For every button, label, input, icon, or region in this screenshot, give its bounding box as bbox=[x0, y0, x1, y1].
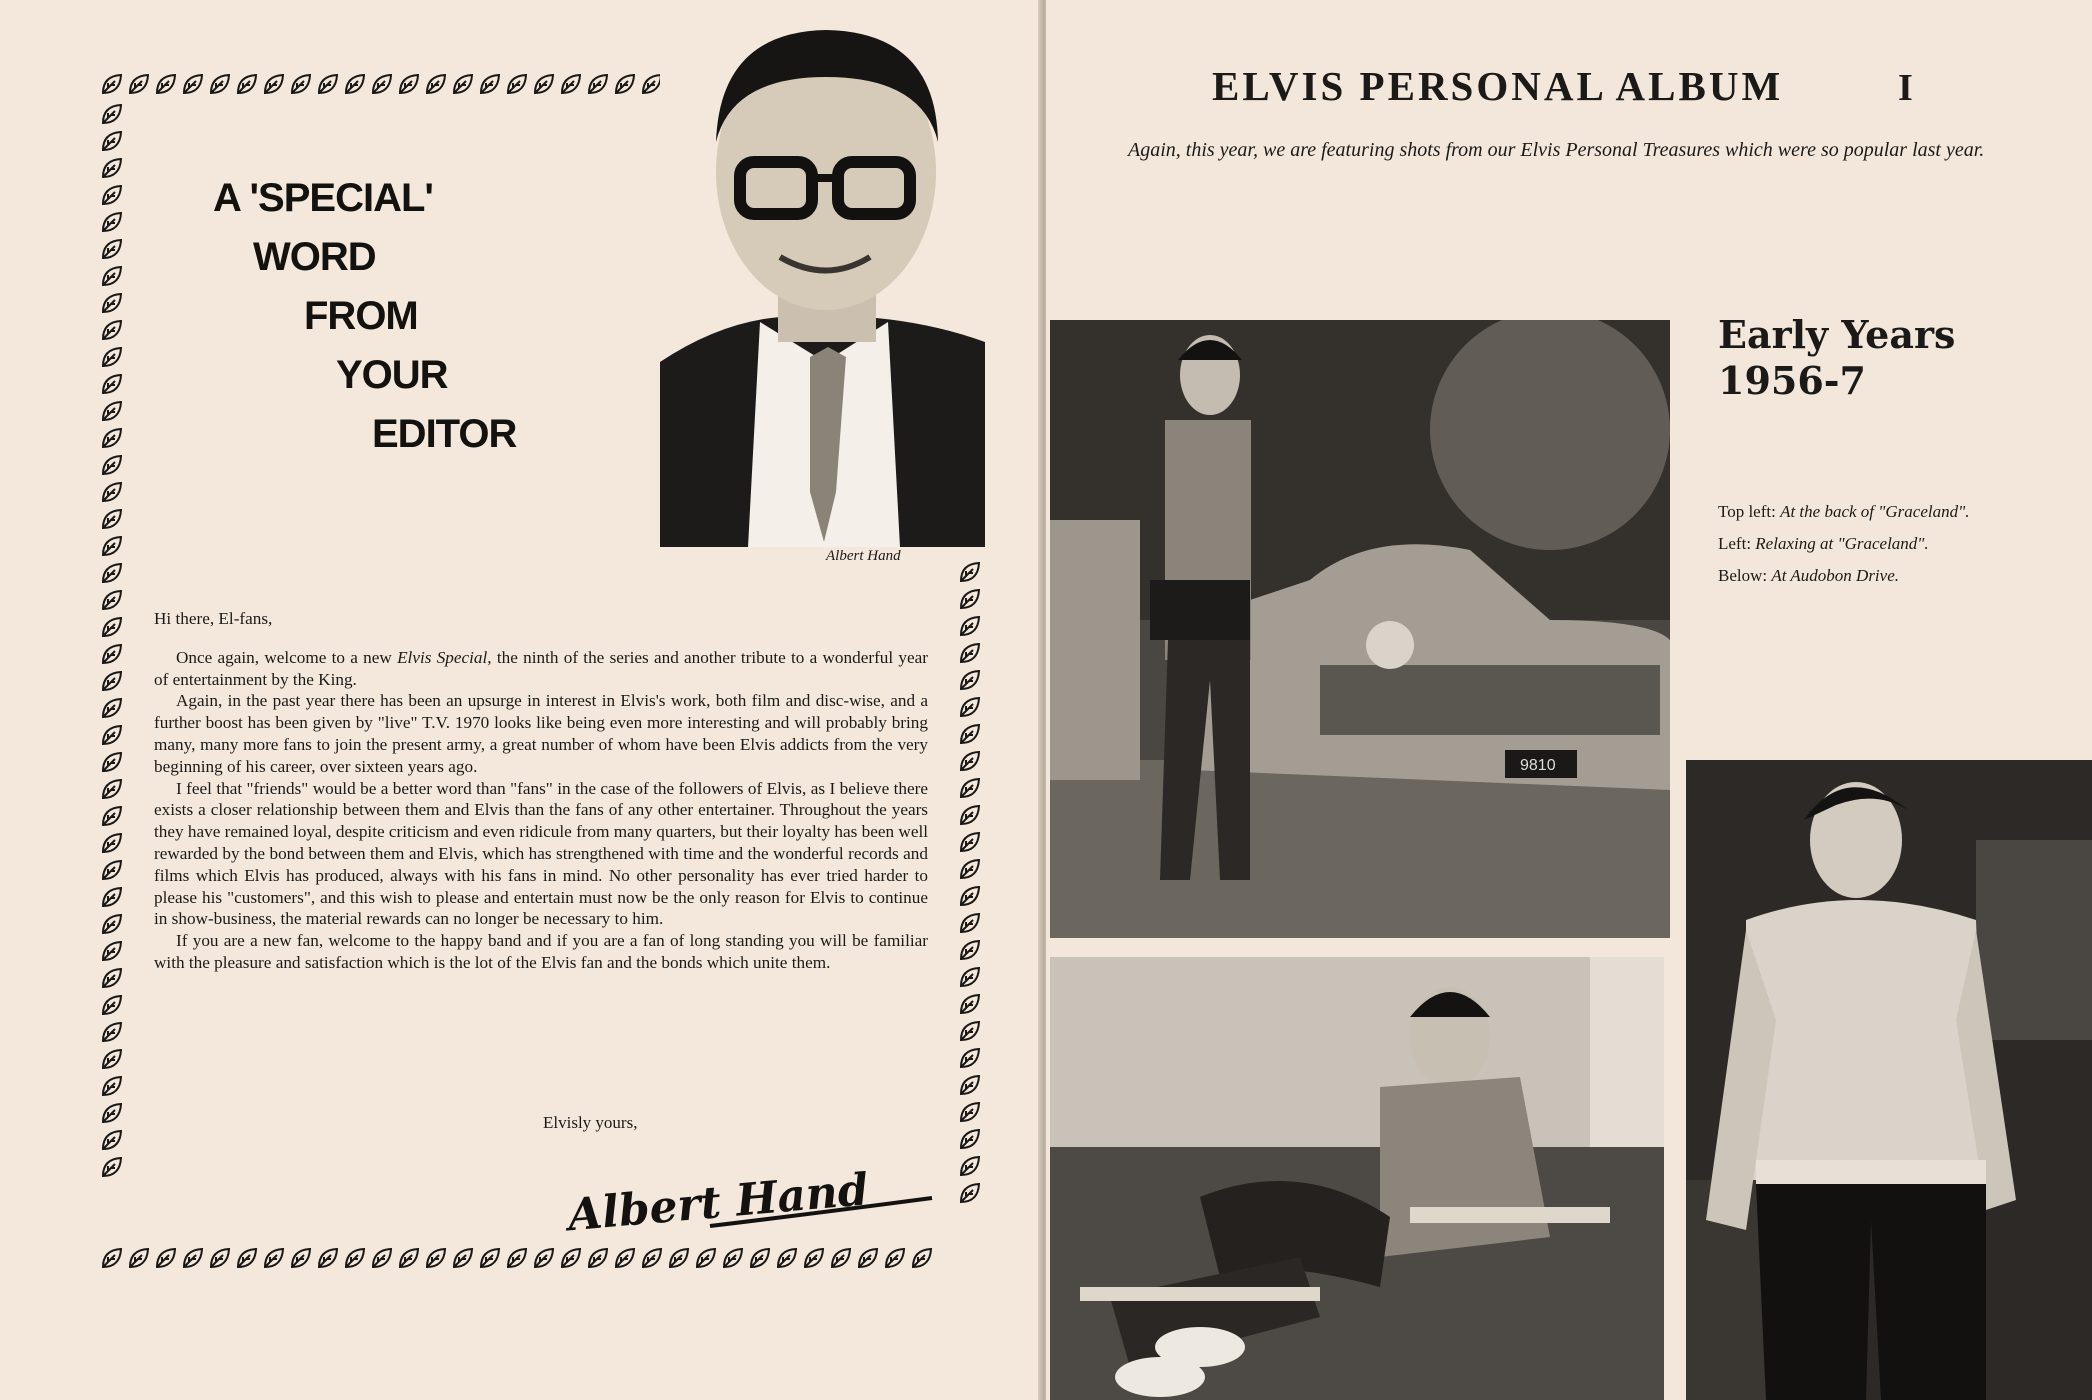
leaf-ornament-icon bbox=[100, 939, 124, 963]
leaf-ornament-icon bbox=[532, 1246, 556, 1270]
leaf-ornament-icon bbox=[100, 1155, 124, 1179]
leaf-ornament-icon bbox=[397, 1246, 421, 1270]
leaf-ornament-icon bbox=[613, 1246, 637, 1270]
leaf-ornament-icon bbox=[958, 1127, 982, 1151]
leaf-ornament-icon bbox=[505, 72, 529, 96]
photo-audobon-drive bbox=[1686, 760, 2092, 1400]
leaf-ornament-icon bbox=[262, 72, 286, 96]
letter-paragraph-3: I feel that "friends" would be a better word than "fans" in the case of the followers of Elvis, as I believe there exists a closer relationship between them and Elvis than the fans of any other entertainer. Throughout the years they have remained loyal, despite criticism and even ridicule from many quarters, but their loyalty has been well rewarded by the bond between them and Elvis, which has strengthened with time and the wonderful records and films which Elvis has produced, always with his fans in mind. No other personality has ever tried harder to please his "customers", and this wish to please and entertain must now be the only reason for Elvis to continue in show-business, the material rewards can no longer be necessary to him. bbox=[154, 778, 928, 929]
leaf-ornament-icon bbox=[958, 911, 982, 935]
leaf-ornament-icon bbox=[910, 1246, 934, 1270]
leaf-ornament-icon bbox=[100, 426, 124, 450]
leaf-ornament-icon bbox=[958, 992, 982, 1016]
leaf-ornament-icon bbox=[100, 318, 124, 342]
leaf-border-left bbox=[100, 102, 126, 1246]
leaf-ornament-icon bbox=[958, 1073, 982, 1097]
leaf-ornament-icon bbox=[958, 857, 982, 881]
leaf-ornament-icon bbox=[958, 1046, 982, 1070]
leaf-ornament-icon bbox=[100, 858, 124, 882]
letter-paragraph-2: Again, in the past year there has been an upsurge in interest in Elvis's work, both film and disc-wise, and a further boost has been given by "live" T.V. 1970 looks like being even more interesting and will probably bring many, many more fans to join the present army, a great number of whom have been Elvis addicts from the very beginning of his career, over sixteen years ago. bbox=[154, 691, 928, 776]
leaf-ornament-icon bbox=[100, 156, 124, 180]
album-title: ELVIS PERSONAL ALBUM bbox=[1212, 63, 1784, 109]
leaf-ornament-icon bbox=[370, 1246, 394, 1270]
leaf-ornament-icon bbox=[100, 642, 124, 666]
leaf-ornament-icon bbox=[958, 614, 982, 638]
leaf-ornament-icon bbox=[958, 722, 982, 746]
leaf-ornament-icon bbox=[100, 561, 124, 585]
photo-caption: Albert Hand bbox=[826, 548, 901, 564]
caption-top-left: Top left: At the back of "Graceland". bbox=[1718, 502, 1970, 521]
leaf-ornament-icon bbox=[100, 507, 124, 531]
leaf-ornament-icon bbox=[100, 102, 124, 126]
leaf-ornament-icon bbox=[100, 453, 124, 477]
section-title-line-2: 1956-7 bbox=[1718, 358, 1866, 403]
leaf-ornament-icon bbox=[127, 1246, 151, 1270]
leaf-ornament-icon bbox=[694, 1246, 718, 1270]
leaf-ornament-icon bbox=[100, 1020, 124, 1044]
leaf-ornament-icon bbox=[100, 696, 124, 720]
leaf-ornament-icon bbox=[958, 884, 982, 908]
leaf-ornament-icon bbox=[100, 72, 124, 96]
letter-signoff: Elvisly yours, bbox=[543, 1113, 638, 1132]
leaf-ornament-icon bbox=[208, 72, 232, 96]
leaf-ornament-icon bbox=[667, 1246, 691, 1270]
leaf-ornament-icon bbox=[100, 534, 124, 558]
leaf-ornament-icon bbox=[100, 210, 124, 234]
section-title-line-1: Early Years bbox=[1718, 312, 1956, 357]
leaf-ornament-icon bbox=[343, 1246, 367, 1270]
leaf-ornament-icon bbox=[559, 72, 583, 96]
leaf-ornament-icon bbox=[316, 1246, 340, 1270]
leaf-ornament-icon bbox=[958, 1154, 982, 1178]
leaf-ornament-icon bbox=[532, 72, 556, 96]
leaf-ornament-icon bbox=[721, 1246, 745, 1270]
leaf-ornament-icon bbox=[100, 966, 124, 990]
leaf-ornament-icon bbox=[100, 1101, 124, 1125]
leaf-ornament-icon bbox=[100, 399, 124, 423]
leaf-ornament-icon bbox=[883, 1246, 907, 1270]
leaf-ornament-icon bbox=[505, 1246, 529, 1270]
leaf-ornament-icon bbox=[100, 885, 124, 909]
editor-portrait-photo bbox=[660, 22, 985, 547]
svg-text:Albert Hand: Albert Hand bbox=[565, 1164, 871, 1238]
photo-captions bbox=[1718, 496, 1970, 592]
leaf-ornament-icon bbox=[100, 831, 124, 855]
letter-paragraph-1: Once again, welcome to a new Elvis Special, the ninth of the series and another tribute to a wonderful year of entertainment by the King. bbox=[154, 647, 928, 689]
leaf-ornament-icon bbox=[181, 72, 205, 96]
leaf-ornament-icon bbox=[958, 560, 982, 584]
leaf-ornament-icon bbox=[958, 668, 982, 692]
leaf-ornament-icon bbox=[958, 830, 982, 854]
leaf-ornament-icon bbox=[958, 695, 982, 719]
handwritten-signature bbox=[560, 1148, 940, 1238]
leaf-ornament-icon bbox=[154, 72, 178, 96]
leaf-ornament-icon bbox=[640, 1246, 664, 1270]
leaf-ornament-icon bbox=[100, 1246, 124, 1270]
leaf-ornament-icon bbox=[100, 183, 124, 207]
leaf-ornament-icon bbox=[856, 1246, 880, 1270]
leaf-ornament-icon bbox=[100, 588, 124, 612]
leaf-ornament-icon bbox=[586, 1246, 610, 1270]
leaf-ornament-icon bbox=[316, 72, 340, 96]
leaf-ornament-icon bbox=[100, 345, 124, 369]
leaf-ornament-icon bbox=[154, 1246, 178, 1270]
leaf-ornament-icon bbox=[289, 1246, 313, 1270]
leaf-ornament-icon bbox=[208, 1246, 232, 1270]
left-page bbox=[0, 0, 1042, 1400]
leaf-ornament-icon bbox=[100, 237, 124, 261]
leaf-ornament-icon bbox=[451, 72, 475, 96]
leaf-ornament-icon bbox=[100, 264, 124, 288]
leaf-ornament-icon bbox=[424, 1246, 448, 1270]
leaf-ornament-icon bbox=[235, 72, 259, 96]
leaf-ornament-icon bbox=[235, 1246, 259, 1270]
caption-left: Left: Relaxing at "Graceland". bbox=[1718, 534, 1929, 553]
headline-line-2: WORD bbox=[253, 235, 376, 279]
leaf-ornament-icon bbox=[262, 1246, 286, 1270]
leaf-ornament-icon bbox=[181, 1246, 205, 1270]
leaf-ornament-icon bbox=[586, 72, 610, 96]
leaf-ornament-icon bbox=[100, 615, 124, 639]
letter-greeting: Hi there, El-fans, bbox=[154, 609, 273, 628]
leaf-ornament-icon bbox=[958, 749, 982, 773]
headline-line-1: A 'SPECIAL' bbox=[213, 176, 433, 220]
photo-graceland-car bbox=[1050, 320, 1670, 938]
leaf-ornament-icon bbox=[559, 1246, 583, 1270]
leaf-border-bottom bbox=[100, 1246, 984, 1272]
leaf-ornament-icon bbox=[775, 1246, 799, 1270]
leaf-ornament-icon bbox=[958, 776, 982, 800]
leaf-ornament-icon bbox=[100, 777, 124, 801]
leaf-ornament-icon bbox=[958, 965, 982, 989]
leaf-ornament-icon bbox=[958, 938, 982, 962]
headline-line-4: YOUR bbox=[336, 353, 448, 397]
leaf-ornament-icon bbox=[397, 72, 421, 96]
leaf-ornament-icon bbox=[451, 1246, 475, 1270]
leaf-ornament-icon bbox=[424, 72, 448, 96]
editor-letter bbox=[154, 608, 928, 974]
leaf-ornament-icon bbox=[127, 72, 151, 96]
leaf-ornament-icon bbox=[100, 480, 124, 504]
section-title bbox=[1718, 312, 1955, 404]
leaf-ornament-icon bbox=[100, 129, 124, 153]
leaf-ornament-icon bbox=[478, 1246, 502, 1270]
leaf-border-right bbox=[958, 560, 984, 1246]
leaf-ornament-icon bbox=[802, 1246, 826, 1270]
leaf-ornament-icon bbox=[958, 587, 982, 611]
leaf-ornament-icon bbox=[100, 291, 124, 315]
leaf-ornament-icon bbox=[100, 993, 124, 1017]
leaf-ornament-icon bbox=[100, 1074, 124, 1098]
leaf-ornament-icon bbox=[100, 723, 124, 747]
letter-paragraph-4: If you are a new fan, welcome to the happy band and if you are a fan of long standing you will be familiar with the pleasure and satisfaction which is the lot of the Elvis fan and the bonds which unite them. bbox=[154, 931, 928, 972]
leaf-ornament-icon bbox=[100, 750, 124, 774]
leaf-ornament-icon bbox=[613, 72, 637, 96]
leaf-ornament-icon bbox=[829, 1246, 853, 1270]
leaf-ornament-icon bbox=[100, 804, 124, 828]
leaf-ornament-icon bbox=[958, 803, 982, 827]
leaf-ornament-icon bbox=[100, 1128, 124, 1152]
caption-below: Below: At Audobon Drive. bbox=[1718, 566, 1900, 585]
album-intro: Again, this year, we are featuring shots from our Elvis Personal Treasures which were so popular last year. bbox=[1128, 139, 1985, 161]
album-number: I bbox=[1898, 67, 1913, 109]
headline-line-5: EDITOR bbox=[372, 412, 517, 456]
photo-relaxing-chair bbox=[1050, 957, 1664, 1400]
leaf-ornament-icon bbox=[958, 1181, 982, 1205]
leaf-ornament-icon bbox=[370, 72, 394, 96]
leaf-ornament-icon bbox=[100, 372, 124, 396]
leaf-ornament-icon bbox=[958, 1100, 982, 1124]
leaf-ornament-icon bbox=[289, 72, 313, 96]
leaf-ornament-icon bbox=[100, 912, 124, 936]
leaf-ornament-icon bbox=[100, 1047, 124, 1071]
leaf-ornament-icon bbox=[100, 669, 124, 693]
leaf-ornament-icon bbox=[748, 1246, 772, 1270]
license-plate-text: 9810 bbox=[1520, 757, 1556, 774]
headline-line-3: FROM bbox=[304, 294, 418, 338]
leaf-ornament-icon bbox=[958, 641, 982, 665]
leaf-ornament-icon bbox=[478, 72, 502, 96]
leaf-ornament-icon bbox=[958, 1019, 982, 1043]
leaf-ornament-icon bbox=[343, 72, 367, 96]
